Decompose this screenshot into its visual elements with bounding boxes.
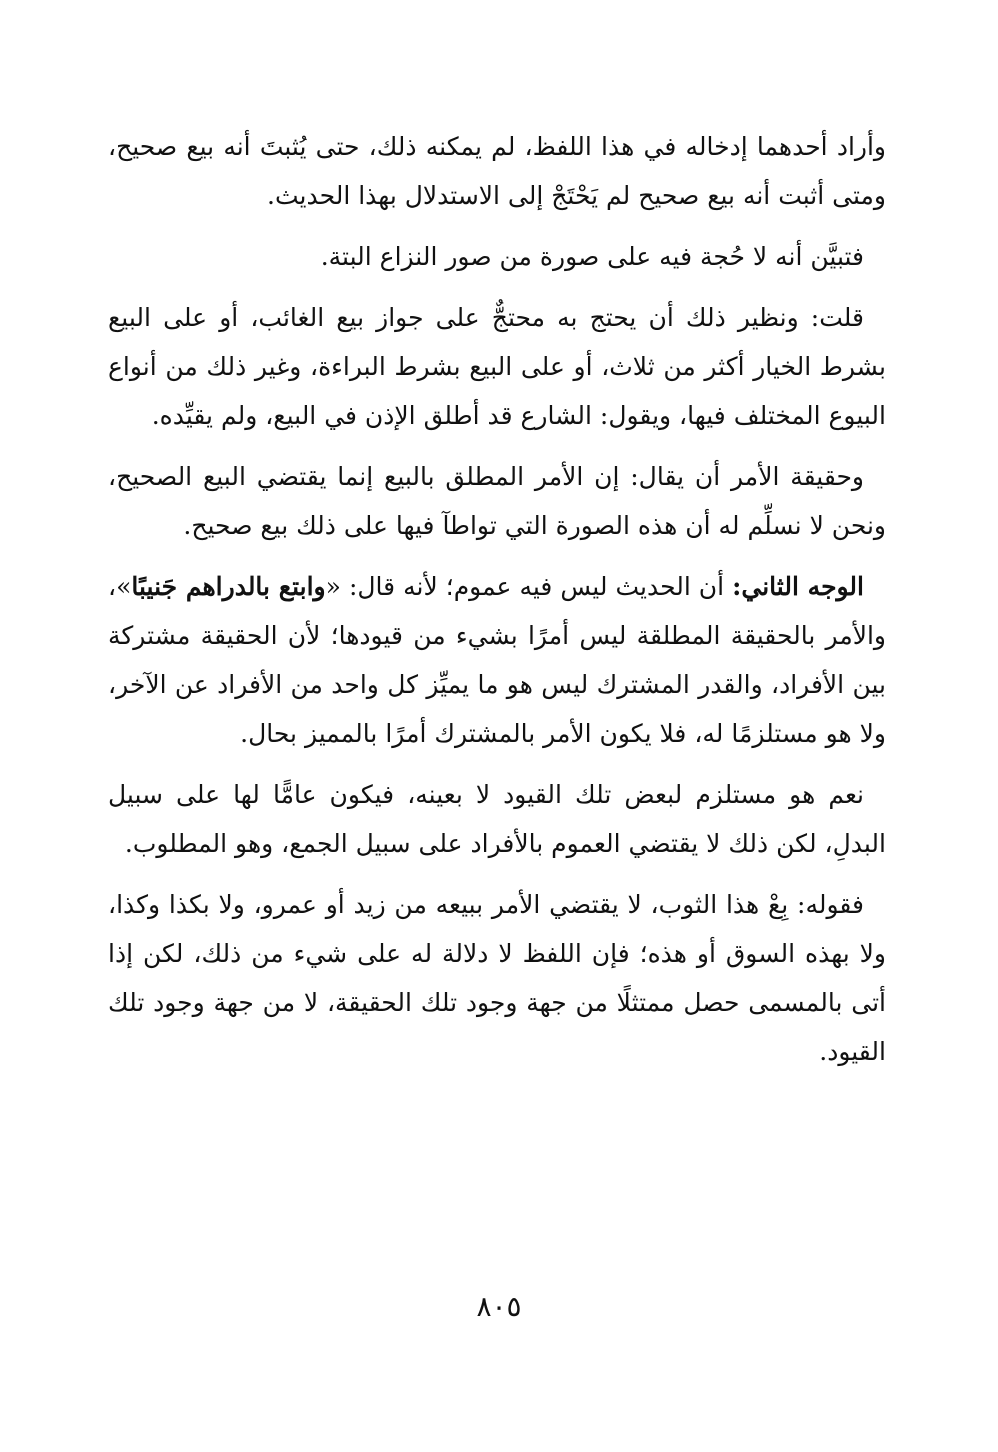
paragraph-1: وأراد أحدهما إدخاله في هذا اللفظ، لم يمكنه ذلك، حتى يُثبتَ أنه بيع صحيح، ومتى أثبت أنه بيع صحيح لم يَحْتَجْ إلى الاستدلال بهذا الحديث. <box>108 132 886 210</box>
paragraph-5-before-quote: أن الحديث ليس فيه عموم؛ لأنه قال: « <box>325 572 725 601</box>
paragraph-7: فقوله: بِعْ هذا الثوب، لا يقتضي الأمر ببيعه من زيد أو عمرو، ولا بكذا وكذا، ولا بهذه السوق أو هذه؛ فإن اللفظ لا دلالة له على شيء من ذلك، لكن إذا أتى بالمسمى حصل ممتثلًا من جهة وجود تلك الحقيقة، لا من جهة وجود تلك القيود. <box>108 890 886 1066</box>
paragraph-6: نعم هو مستلزم لبعض تلك القيود لا بعينه، فيكون عامًّا لها على سبيل البدلِ، لكن ذلك لا يقتضي العموم بالأفراد على سبيل الجمع، وهو المطلوب. <box>108 780 886 858</box>
paragraph-5-after-quote: »، والأمر بالحقيقة المطلقة ليس أمرًا بشيء من قيودها؛ لأن الحقيقة مشتركة بين الأفراد، والقدر المشترك ليس هو ما يميِّز كل واحد من الأفراد عن الآخر، ولا هو مستلزمًا له، فلا يكون الأمر بالمشترك أمرًا بالمميز بحال. <box>108 572 886 748</box>
paragraph-2: فتبيَّن أنه لا حُجة فيه على صورة من صور النزاع البتة. <box>320 242 864 271</box>
hadith-quote: وابتع بالدراهم جَنيبًا <box>131 572 326 601</box>
page-body <box>108 122 886 1088</box>
section-heading-second-aspect: الوجه الثاني: <box>732 572 865 601</box>
paragraph-3: قلت: ونظير ذلك أن يحتج به محتجٌّ على جواز بيع الغائب، أو على البيع بشرط الخيار أكثر من ثلاث، أو على البيع بشرط البراءة، وغير ذلك من أنواع البيوع المختلف فيها، ويقول: الشارع قد أطلق الإذن في البيع، ولم يقيِّده. <box>108 303 886 430</box>
page-number: ٨٠٥ <box>476 1290 522 1323</box>
paragraph-4: وحقيقة الأمر أن يقال: إن الأمر المطلق بالبيع إنما يقتضي البيع الصحيح، ونحن لا نسلِّم له أن هذه الصورة التي تواطآ فيها على ذلك بيع صحيح. <box>108 462 886 540</box>
paragraph-5 <box>108 562 886 758</box>
